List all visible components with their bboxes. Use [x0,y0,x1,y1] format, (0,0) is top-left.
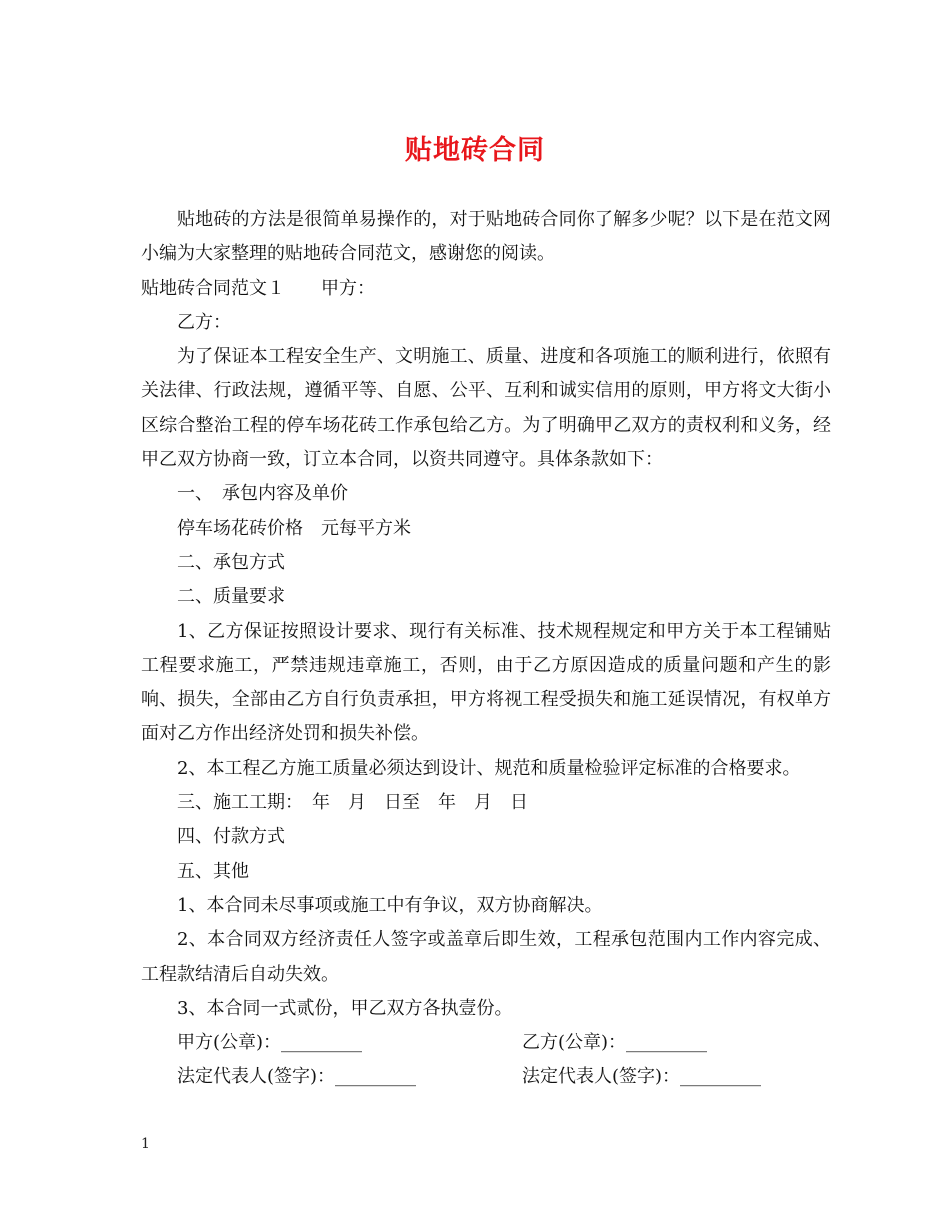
other-clause-3: 3、本合同一式贰份，甲乙双方各执壹份。 [177,997,513,1019]
section-1-heading: 一、 承包内容及单价 [177,483,348,505]
party-b-seal-line: 乙方(公章)：_________ [522,1032,708,1054]
sample-heading: 贴地砖合同范文１ 甲方： [141,277,375,299]
signature-rep-row [141,1060,831,1094]
document-body [141,203,831,1095]
section-4-heading: 四、付款方式 [177,826,285,848]
section-1-price: 停车场花砖价格 元每平方米 [177,517,411,539]
signature-seal-row [141,1026,831,1060]
party-b-rep-line: 法定代表人(签字)：_________ [522,1066,762,1088]
other-clause-2: 2、本合同双方经济责任人签字或盖章后即生效，工程承包范围内工作内容完成、工程款结清后自动失效。 [141,929,831,985]
section-5-heading: 五、其他 [177,860,249,882]
party-b-label: 乙方： [177,311,231,333]
quality-clause-2: 2、本工程乙方施工质量必须达到设计、规范和质量检验评定标准的合格要求。 [177,757,801,779]
page-number: 1 [141,1136,150,1152]
preamble-paragraph: 为了保证本工程安全生产、文明施工、质量、进度和各项施工的顺利进行，依照有关法律、行政法规，遵循平等、自愿、公平、互利和诚实信用的原则，甲方将文大街小区综合整治工程的停车场花砖工作承包给乙方。为了明确甲乙双方的责权利和义务，经甲乙双方协商一致，订立本合同，以资共同遵守。具体条款如下： [141,346,831,471]
document-title: 贴地砖合同 [405,135,545,166]
party-a-rep-line: 法定代表人(签字)：_________ [177,1066,417,1088]
party-a-seal-line: 甲方(公章)：_________ [177,1032,363,1054]
section-2a-heading: 二、承包方式 [177,551,285,573]
section-3-line: 三、施工工期： 年 月 日至 年 月 日 [177,792,528,814]
section-2b-heading: 二、质量要求 [177,586,285,608]
quality-clause-1: 1、乙方保证按照设计要求、现行有关标准、技术规程规定和甲方关于本工程铺贴工程要求施工，严禁违规违章施工，否则，由于乙方原因造成的质量问题和产生的影响、损失，全部由乙方自行负责承担，甲方将视工程受损失和施工延误情况，有权单方面对乙方作出经济处罚和损失补偿。 [141,620,831,745]
other-clause-1: 1、本合同未尽事项或施工中有争议，双方协商解决。 [177,894,603,916]
intro-paragraph: 贴地砖的方法是很简单易操作的，对于贴地砖合同你了解多少呢？以下是在范文网小编为大家整理的贴地砖合同范文，感谢您的阅读。 [141,209,831,265]
